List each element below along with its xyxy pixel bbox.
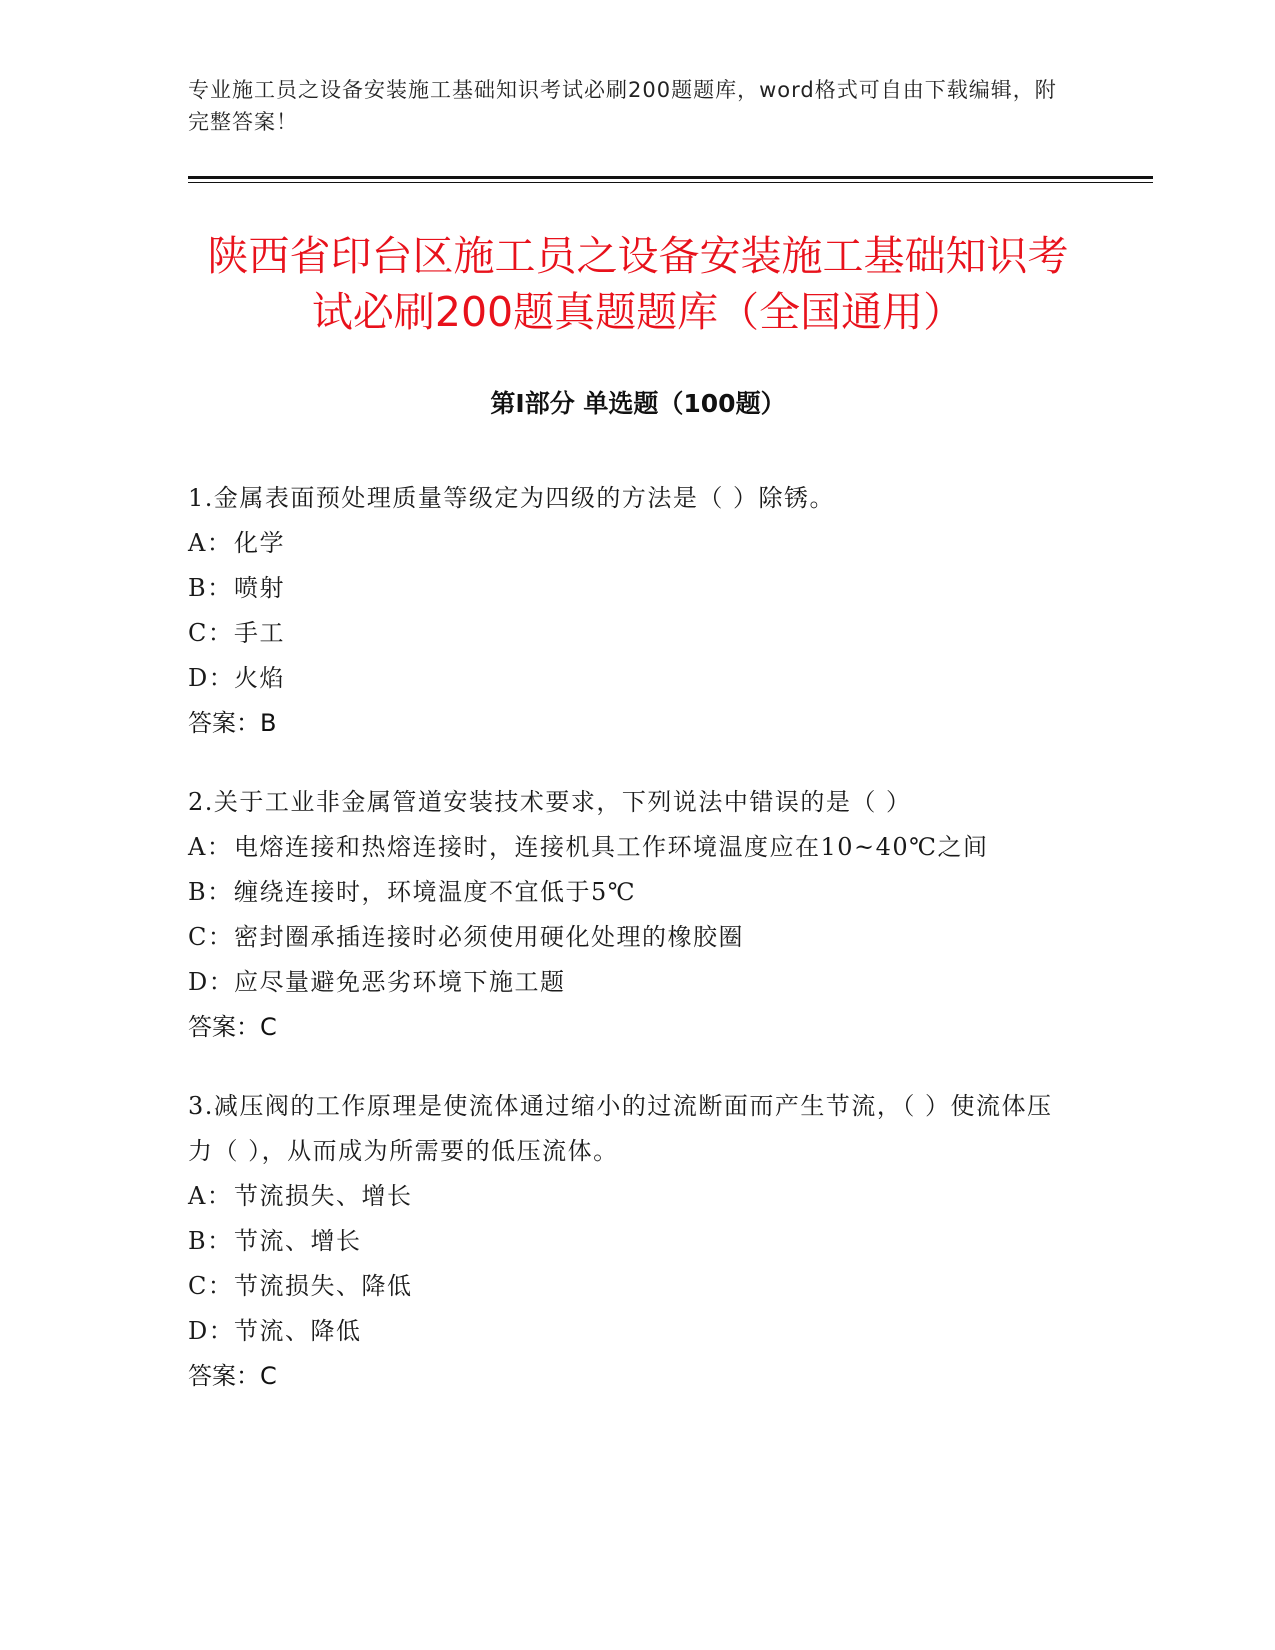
question-list <box>188 476 1068 1433</box>
header-note: 专业施工员之设备安装施工基础知识考试必刷200题题库，word格式可自由下载编辑，附完整答案！ <box>188 78 1057 134</box>
option-d <box>188 960 1068 1005</box>
option-key: B： <box>188 878 233 906</box>
option-key: B： <box>188 1227 233 1255</box>
option-text: 缠绕连接时，环境温度不宜低于5℃ <box>234 878 637 906</box>
document-title: 陕西省印台区施工员之设备安装施工基础知识考试必刷200题真题题库（全国通用） <box>207 232 1069 336</box>
option-text: 手工 <box>234 619 285 647</box>
option-c <box>188 915 1068 960</box>
option-c <box>188 611 1068 656</box>
option-key: C： <box>188 923 234 951</box>
option-text: 应尽量避免恶劣环境下施工题 <box>234 968 566 996</box>
option-text: 喷射 <box>234 574 285 602</box>
answer: 答案：C <box>188 1013 277 1041</box>
section-title: 第Ⅰ部分 单选题（100题） <box>490 389 786 418</box>
option-key: A： <box>188 529 233 557</box>
option-key: A： <box>188 833 233 861</box>
option-text: 密封圈承插连接时必须使用硬化处理的橡胶圈 <box>234 923 744 951</box>
option-b <box>188 1219 1068 1264</box>
question-stem: 3.减压阀的工作原理是使流体通过缩小的过流断面而产生节流，（ ）使流体压力（ ），从而成为所需要的低压流体。 <box>188 1092 1053 1165</box>
header-rule-thick <box>188 176 1153 179</box>
option-text: 火焰 <box>234 664 285 692</box>
option-a <box>188 825 1068 870</box>
option-key: A： <box>188 1182 233 1210</box>
option-d <box>188 656 1068 701</box>
option-a <box>188 521 1068 566</box>
answer: 答案：B <box>188 709 277 737</box>
option-key: D： <box>188 664 235 692</box>
option-a <box>188 1174 1068 1219</box>
option-key: C： <box>188 1272 234 1300</box>
option-text: 化学 <box>234 529 285 557</box>
option-text: 节流损失、降低 <box>234 1272 413 1300</box>
option-text: 节流损失、增长 <box>234 1182 413 1210</box>
option-text: 节流、增长 <box>234 1227 362 1255</box>
question-stem: 2.关于工业非金属管道安装技术要求，下列说法中错误的是（ ） <box>188 788 912 816</box>
question-stem: 1.金属表面预处理质量等级定为四级的方法是（ ）除锈。 <box>188 484 836 512</box>
option-key: D： <box>188 968 235 996</box>
option-b <box>188 870 1068 915</box>
question-1 <box>188 476 1068 746</box>
header-rule-thin <box>188 182 1153 183</box>
question-3 <box>188 1084 1068 1399</box>
option-d <box>188 1309 1068 1354</box>
option-key: D： <box>188 1317 235 1345</box>
answer: 答案：C <box>188 1362 277 1390</box>
option-b <box>188 566 1068 611</box>
option-key: B： <box>188 574 233 602</box>
option-text: 电熔连接和热熔连接时，连接机具工作环境温度应在10~40℃之间 <box>234 833 989 861</box>
option-key: C： <box>188 619 234 647</box>
option-text: 节流、降低 <box>234 1317 362 1345</box>
question-2 <box>188 780 1068 1050</box>
option-c <box>188 1264 1068 1309</box>
